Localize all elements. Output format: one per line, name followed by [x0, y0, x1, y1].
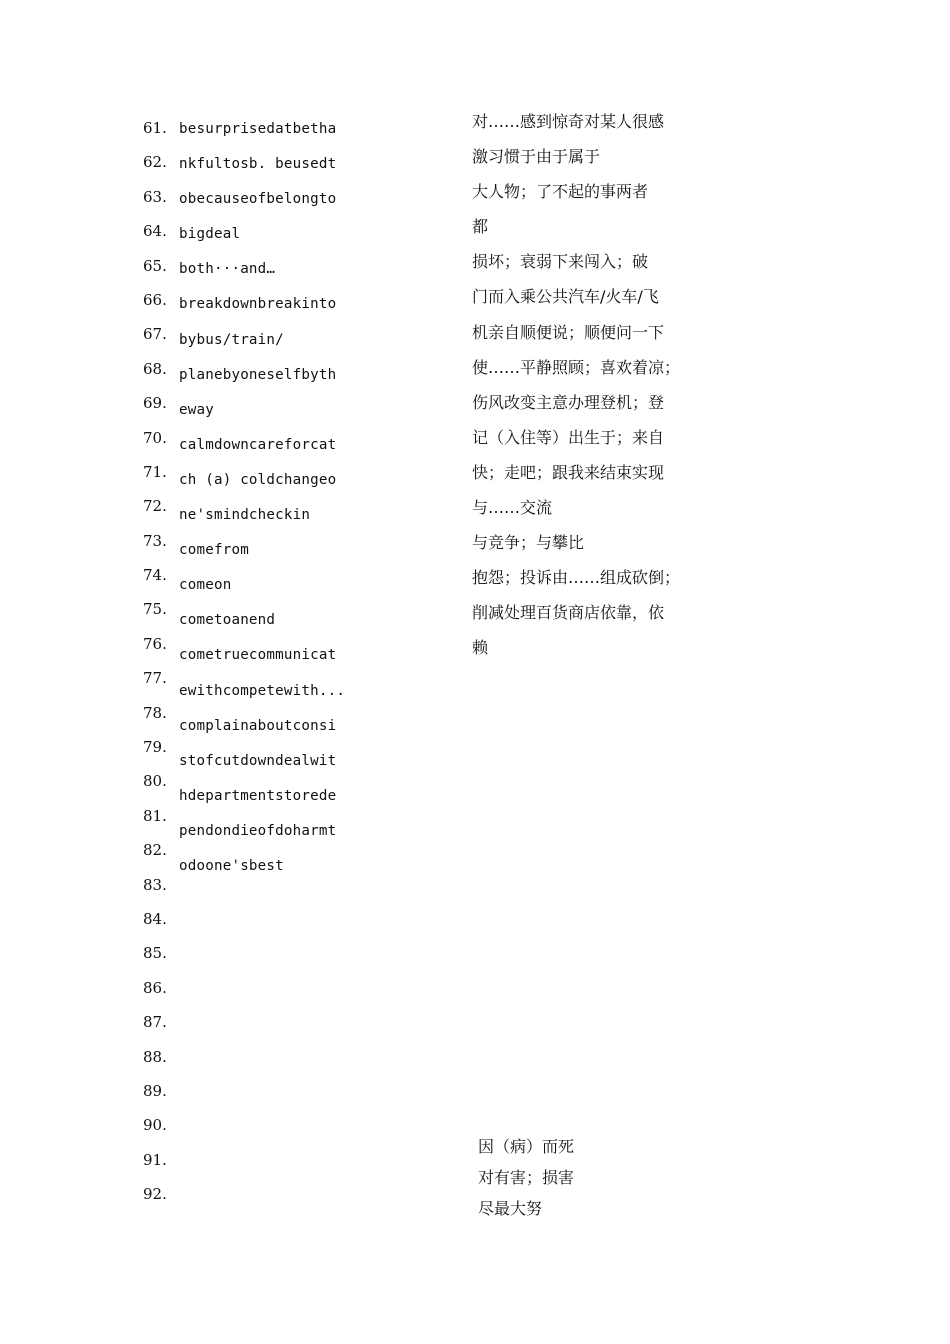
- line-number: 84.: [143, 909, 167, 928]
- english-phrase-line: odoone'sbest: [179, 857, 284, 874]
- line-number: 73.: [143, 531, 167, 550]
- english-phrase-line: hdepartmentstorede: [179, 787, 337, 804]
- chinese-meaning-line: 对……感到惊奇对某人很感: [472, 112, 665, 131]
- chinese-meaning-line: 赖: [472, 638, 489, 658]
- chinese-meaning-line: 伤风改变主意办理登机；登: [472, 392, 665, 412]
- line-number: 76.: [143, 634, 167, 653]
- english-phrase-line: besurprisedatbetha: [179, 121, 337, 137]
- english-phrase-line: pendondieofdoharmt: [179, 822, 337, 839]
- chinese-meaning-line: 都: [472, 217, 489, 237]
- line-number: 87.: [143, 1013, 167, 1032]
- line-number: 90.: [143, 1116, 167, 1135]
- english-phrase-line: comeon: [179, 577, 232, 594]
- line-number: 85.: [143, 944, 167, 963]
- english-phrase-line: obecauseofbelongto: [179, 191, 337, 208]
- line-number: 68.: [143, 359, 167, 378]
- line-number: 91.: [143, 1150, 167, 1169]
- chinese-meaning-line: 快；走吧；跟我来结束实现: [472, 462, 665, 482]
- english-phrase-line: cometruecommunicat: [179, 647, 337, 664]
- chinese-meaning-bottom-block: [478, 1134, 708, 1218]
- line-number: 86.: [143, 978, 167, 997]
- english-phrase-line: bigdeal: [179, 226, 241, 243]
- chinese-meaning-line: 机亲自顺便说；顺便问一下: [472, 322, 665, 342]
- line-number: 61.: [143, 119, 167, 137]
- chinese-meaning-line: 记（入住等）出生于；来自: [472, 427, 665, 447]
- line-number: 89.: [143, 1081, 167, 1100]
- english-phrase-line: breakdownbreakinto: [179, 296, 337, 313]
- line-number: 67.: [143, 325, 167, 344]
- line-number: 75.: [143, 600, 167, 619]
- chinese-meaning-line: 与竞争；与攀比: [472, 533, 585, 553]
- chinese-meaning-line: 使……平静照顾；喜欢着凉；: [472, 357, 681, 377]
- line-number: 80.: [143, 772, 167, 791]
- line-number: 65.: [143, 256, 167, 275]
- line-number: 69.: [143, 394, 167, 413]
- english-phrase-line: ch (a) coldchangeo: [179, 471, 337, 488]
- english-phrase-line: both···and…: [179, 261, 276, 278]
- line-number: 81.: [143, 806, 167, 825]
- english-phrase-line: ewithcompetewith...: [179, 682, 346, 699]
- line-number: 72.: [143, 497, 167, 516]
- chinese-meaning-line: 尽最大努: [478, 1199, 543, 1218]
- line-number: 83.: [143, 875, 167, 894]
- english-phrase-line: bybus/train/: [179, 331, 284, 348]
- line-number: 79.: [143, 738, 167, 757]
- english-phrase-line: ne'smindcheckin: [179, 507, 311, 524]
- chinese-meaning-line: 损坏；衰弱下来闯入；破: [472, 252, 649, 272]
- english-phrase-line: complainaboutconsi: [179, 717, 337, 734]
- chinese-meaning-line: 激习惯于由于属于: [472, 147, 601, 167]
- line-number: 77.: [143, 669, 167, 688]
- english-phrase-line: calmdowncareforcat: [179, 436, 337, 453]
- chinese-meaning-line: 因（病）而死: [478, 1137, 575, 1156]
- line-number: 88.: [143, 1047, 167, 1066]
- english-phrase-column: [179, 117, 349, 889]
- chinese-meaning-line: 门而入乘公共汽车/火车/飞: [472, 287, 659, 307]
- english-phrase-line: cometoanend: [179, 612, 276, 629]
- chinese-meaning-line: 与……交流: [472, 498, 553, 518]
- chinese-meaning-line: 削减处理百货商店依靠，依: [472, 603, 665, 623]
- line-number: 70.: [143, 428, 167, 447]
- line-number: 82.: [143, 841, 167, 860]
- line-number: 63.: [143, 187, 167, 206]
- english-phrase-line: comefrom: [179, 542, 249, 559]
- line-number: 92.: [143, 1185, 167, 1204]
- english-phrase-line: planebyoneselfbyth: [179, 366, 337, 383]
- chinese-meaning-line: 抱怨；投诉由……组成砍倒；: [472, 568, 681, 588]
- line-number: 66.: [143, 290, 167, 309]
- line-number-column: [143, 114, 183, 1215]
- line-number: 78.: [143, 703, 167, 722]
- line-number: 71.: [143, 462, 167, 481]
- chinese-meaning-line: 大人物；了不起的事两者: [472, 182, 649, 202]
- english-phrase-line: eway: [179, 401, 214, 418]
- line-number: 74.: [143, 566, 167, 585]
- english-phrase-line: stofcutdowndealwit: [179, 752, 337, 769]
- chinese-meaning-column: [472, 108, 702, 670]
- line-number: 62.: [143, 153, 167, 172]
- english-phrase-line: nkfultosb. beusedt: [179, 156, 337, 173]
- chinese-meaning-line: 对有害；损害: [478, 1168, 575, 1187]
- line-number: 64.: [143, 222, 167, 241]
